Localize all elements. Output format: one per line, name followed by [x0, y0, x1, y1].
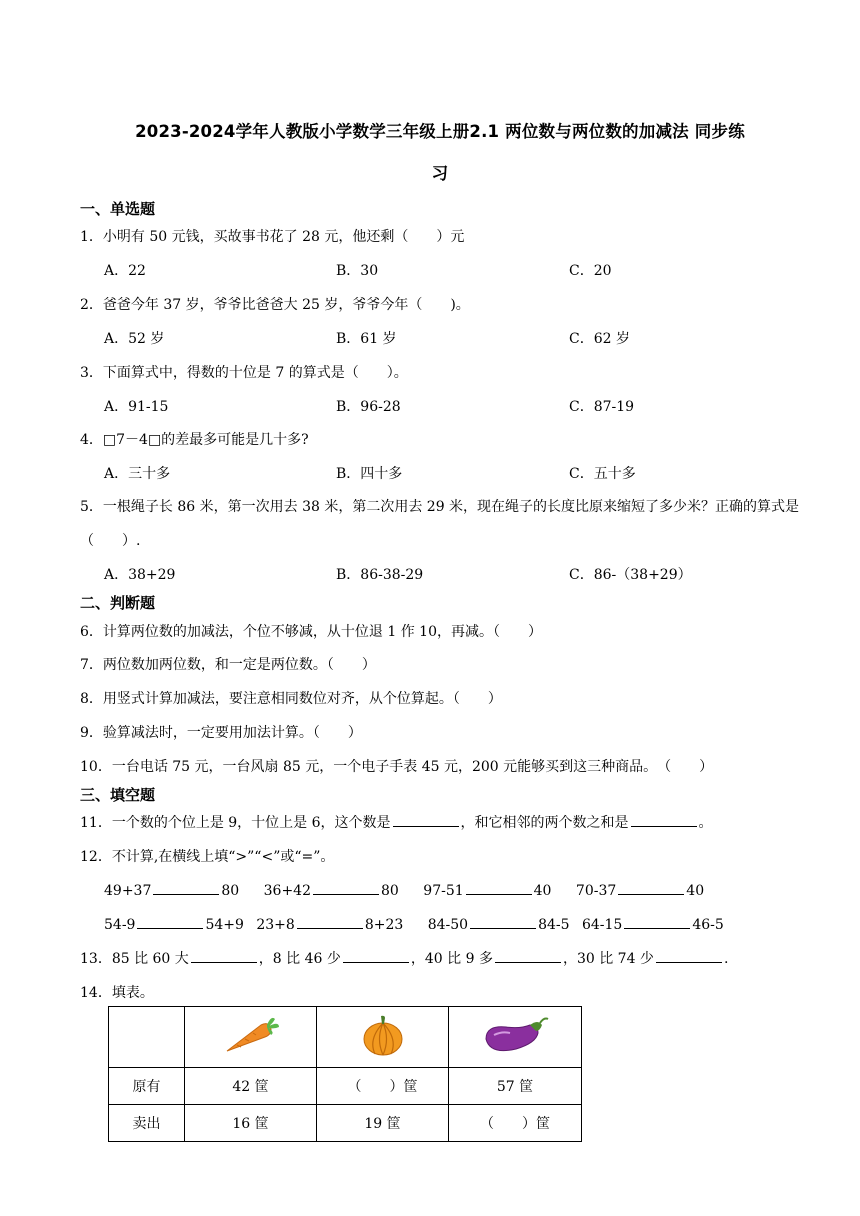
comparison-right: 8+23 — [364, 917, 404, 933]
comparison-left: 64-15 — [581, 917, 623, 933]
comparison-item — [104, 880, 239, 899]
q1-option-c: C．20 — [569, 263, 612, 279]
row-label: 原有 — [109, 1068, 185, 1105]
comparison-left: 70-37 — [575, 883, 617, 899]
pumpkin-icon — [358, 1012, 408, 1058]
table-cell: 57 筐 — [449, 1068, 582, 1105]
question-5: 5．一根绳子长 86 米，第一次用去 38 米，第二次用去 29 米，现在绳子的长度比原来缩短了多少米？正确的算式是（ ）. — [80, 499, 800, 549]
page-title-continued: 习 — [431, 164, 449, 183]
question-10: 10．一台电话 75 元，一台风扇 85 元，一个电子手表 45 元，200 元能够买到这三种商品。 （ ） — [80, 759, 714, 775]
table-cell-blank[interactable]: （ ）筐 — [317, 1068, 449, 1105]
q11-text-3: 。 — [698, 815, 713, 831]
q11-blank-2[interactable] — [631, 812, 697, 827]
row-label: 卖出 — [109, 1105, 185, 1142]
q13-text-3: ，40 比 9 多 — [410, 951, 493, 967]
table-row — [109, 1105, 582, 1142]
question-1: 1．小明有 50 元钱，买故事书花了 28 元，他还剩（ ）元 — [80, 229, 465, 245]
question-3: 3．下面算式中，得数的十位是 7 的算式是（ ）。 — [80, 365, 408, 381]
q2-option-a: A．52 岁 — [104, 331, 165, 347]
comparison-item — [423, 880, 551, 899]
q13-blank-1[interactable] — [191, 948, 257, 963]
comparison-blank[interactable] — [618, 880, 684, 895]
comparison-blank[interactable] — [466, 880, 532, 895]
q12-row-2 — [104, 914, 724, 933]
q13-blank-3[interactable] — [495, 948, 561, 963]
comparison-blank[interactable] — [153, 880, 219, 895]
table-header-cell — [185, 1007, 317, 1068]
section-heading-single-choice: 一、单选题 — [80, 200, 156, 218]
comparison-left: 54-9 — [104, 917, 136, 933]
q4-option-a: A．三十多 — [104, 466, 171, 482]
table-header-cell — [317, 1007, 449, 1068]
q5-option-a: A．38+29 — [104, 567, 176, 583]
q2-option-b: B．61 岁 — [336, 331, 397, 347]
question-11 — [80, 812, 713, 832]
comparison-left: 84-50 — [427, 917, 469, 933]
comparison-blank[interactable] — [137, 914, 203, 929]
q13-blank-2[interactable] — [343, 948, 409, 963]
q13-text-4: ，30 比 74 少 — [562, 951, 654, 967]
comparison-left: 23+8 — [256, 917, 295, 933]
q11-text-1: 11．一个数的个位上是 9，十位上是 6，这个数是 — [80, 815, 391, 831]
table-header-row — [109, 1007, 582, 1068]
comparison-blank[interactable] — [470, 914, 536, 929]
comparison-blank[interactable] — [624, 914, 690, 929]
table-cell: 19 筐 — [317, 1105, 449, 1142]
comparison-right: 80 — [221, 883, 240, 899]
page-title: 2023-2024学年人教版小学数学三年级上册2.1 两位数与两位数的加减法 同步练 — [135, 122, 745, 141]
question-13 — [80, 948, 728, 968]
comparison-item — [428, 914, 570, 933]
q5-option-c: C．86-（38+29） — [569, 567, 692, 583]
comparison-left: 49+37 — [104, 883, 152, 899]
table-header-cell — [449, 1007, 582, 1068]
comparison-right: 40 — [686, 883, 705, 899]
comparison-right: 80 — [381, 883, 399, 899]
question-7: 7．两位数加两位数，和一定是两位数。（ ） — [80, 657, 376, 673]
table-cell: 42 筐 — [185, 1068, 317, 1105]
q3-option-a: A．91-15 — [104, 399, 169, 415]
fill-in-table — [108, 1006, 582, 1142]
q4-option-b: B．四十多 — [336, 466, 403, 482]
q5-option-b: B．86-38-29 — [336, 567, 424, 583]
table-row — [109, 1068, 582, 1105]
comparison-right: 84-5 — [538, 917, 570, 933]
question-4: 4．□7－4□的差最多可能是几十多? — [80, 432, 309, 448]
q11-text-2: ，和它相邻的两个数之和是 — [460, 815, 629, 831]
comparison-left: 97-51 — [423, 883, 464, 899]
comparison-right: 40 — [533, 883, 552, 899]
question-12: 12．不计算,在横线上填“>”“<”或“=”。 — [80, 849, 335, 865]
section-heading-fill-in: 三、填空题 — [80, 786, 156, 804]
comparison-right: 46-5 — [692, 917, 724, 933]
comparison-item — [576, 880, 704, 899]
comparison-item — [104, 914, 244, 933]
question-6: 6．计算两位数的加减法，个位不够减，从十位退 1 作 10，再减。（ ） — [80, 624, 542, 640]
q3-option-b: B．96-28 — [336, 399, 401, 415]
comparison-item — [582, 914, 724, 933]
question-8: 8．用竖式计算加减法，要注意相同数位对齐，从个位算起。（ ） — [80, 691, 502, 707]
comparison-item — [264, 880, 399, 899]
comparison-blank[interactable] — [313, 880, 379, 895]
q3-option-c: C．87-19 — [569, 399, 635, 415]
q13-text-2: ，8 比 46 少 — [258, 951, 341, 967]
table-corner-cell — [109, 1007, 185, 1068]
q13-text-1: 13．85 比 60 大 — [80, 951, 189, 967]
carrot-icon — [221, 1013, 281, 1057]
comparison-left: 36+42 — [263, 883, 311, 899]
q1-option-a: A．22 — [104, 263, 146, 279]
table-cell: 16 筐 — [185, 1105, 317, 1142]
question-9: 9．验算减法时，一定要用加法计算。（ ） — [80, 725, 362, 741]
comparison-blank[interactable] — [297, 914, 363, 929]
eggplant-icon — [480, 1013, 550, 1057]
q13-blank-4[interactable] — [656, 948, 722, 963]
q2-option-c: C．62 岁 — [569, 331, 630, 347]
q11-blank-1[interactable] — [393, 812, 459, 827]
q12-row-1 — [104, 880, 704, 899]
question-2: 2．爸爸今年 37 岁，爷爷比爸爸大 25 岁，爷爷今年（ )。 — [80, 297, 470, 313]
section-heading-true-false: 二、判断题 — [80, 594, 156, 612]
table-cell-blank[interactable]: （ ）筐 — [449, 1105, 582, 1142]
comparison-item — [256, 914, 403, 933]
q1-option-b: B．30 — [336, 263, 379, 279]
comparison-right: 54+9 — [205, 917, 244, 933]
question-14: 14．填表。 — [80, 985, 154, 1001]
q13-text-5: . — [723, 951, 729, 967]
q4-option-c: C．五十多 — [569, 466, 636, 482]
